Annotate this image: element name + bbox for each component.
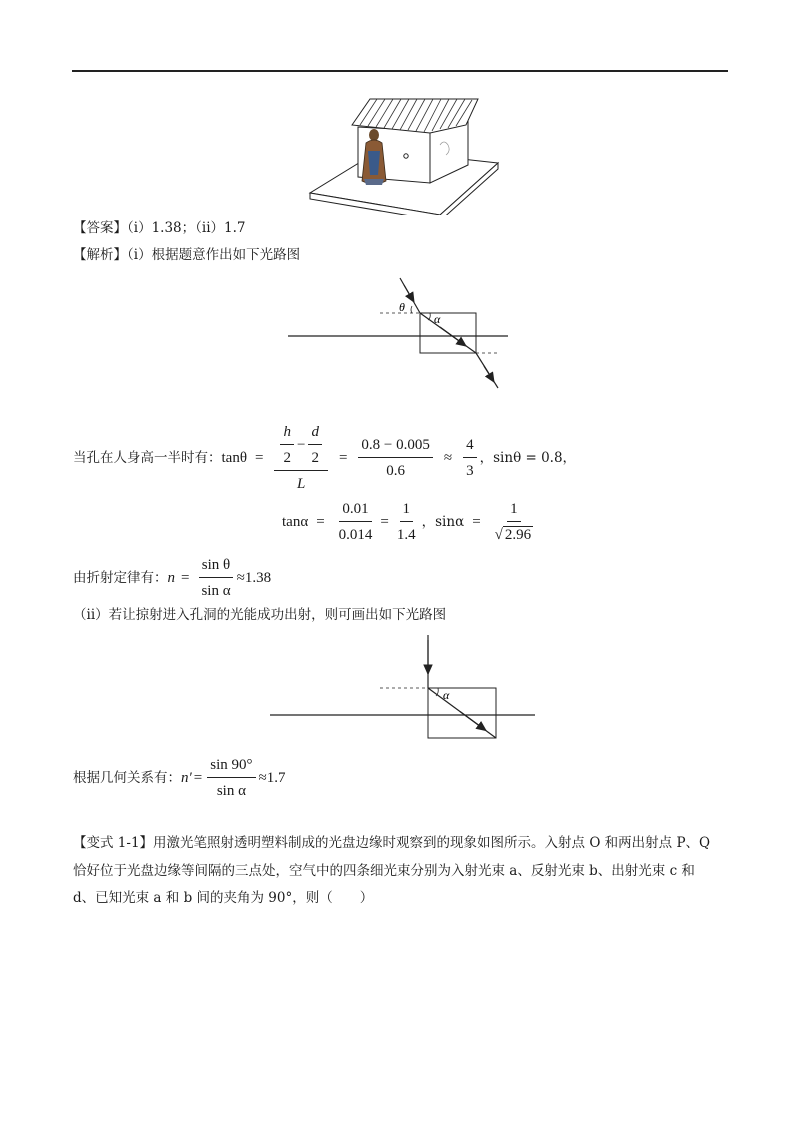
variant-line-2: 恰好位于光盘边缘等间隔的三点处，空气中的四条细光束分别为入射光束 a、反射光束 b、出射光束 c 和 xyxy=(73,863,695,879)
eq1-equals-2: = xyxy=(338,450,348,466)
eq1-equals: = xyxy=(255,450,264,466)
eq3-prefix: 由折射定律有： xyxy=(73,570,168,586)
sqrt-symbol: √ 2.96 xyxy=(494,527,532,543)
equation-4: 根据几何关系有： n′ = $\frac{\sin 90^\circ}{\text{sin α}}$ ≈1.7 xyxy=(73,757,286,799)
equation-3: 由折射定律有： n = $\frac{\text{sin θ}}{\text{sin α}}$ ≈1.38 xyxy=(73,557,272,599)
header-rule xyxy=(72,70,728,72)
eq1-sin-theta: ，sinθ = 0.8， xyxy=(479,450,577,466)
eq4-n-prime: n′ xyxy=(181,770,192,786)
equation-1 xyxy=(73,423,576,493)
answer-text: （i）1.38；（ii）1.7 xyxy=(127,220,246,236)
eq1-frac-numeric: $\frac{0.8 - 0.005}{0.6}$ xyxy=(358,436,432,480)
incident-arrow xyxy=(404,285,414,302)
d-over-2: $\frac{d}{2}$ xyxy=(308,423,322,467)
eq3-result: ≈1.38 xyxy=(236,570,272,586)
alpha-label: α xyxy=(434,312,441,326)
refracted-arrow xyxy=(460,712,486,731)
analysis-line xyxy=(73,246,300,264)
part1-intro: （i）根据题意作出如下光路图 xyxy=(127,247,301,263)
eq1-prefix: 当孔在人身高一半时有： xyxy=(73,450,222,466)
eq2-frac-1-sqrt: $\frac{1}{√ 2.96}$ xyxy=(494,501,532,543)
eq1-tan-theta: tanθ xyxy=(221,450,248,466)
exit-arrow xyxy=(484,366,494,382)
part2-intro: （ii）若让掠射进入孔洞的光能成功出射，则可画出如下光路图 xyxy=(73,607,447,623)
light-path-diagram-2 xyxy=(260,630,550,745)
eq4-result: ≈1.7 xyxy=(258,770,286,786)
eq3-n: n xyxy=(167,570,175,586)
eq1-frac-4-3: $\frac{4}{3}$ xyxy=(463,436,477,480)
answer-label: 【答案】 xyxy=(73,220,127,236)
eq2-frac-001-0014: $\frac{0.01}{0.014}$ xyxy=(338,501,373,543)
eq1-frac-h-d-over-L: $\frac{h}{2}$ − $\frac{d}{2}$ L xyxy=(274,423,327,493)
analysis-label: 【解析】 xyxy=(73,247,127,263)
light-path-diagram-1 xyxy=(280,270,520,395)
answer-line xyxy=(73,219,245,237)
eq2-frac-1-14: $\frac{1}{1.4}$ xyxy=(396,501,416,543)
variant-label: 【变式 1-1】 xyxy=(73,835,154,851)
theta-label: θ xyxy=(399,300,405,314)
alpha-label: α xyxy=(443,688,450,702)
eq1-approx: ≈ xyxy=(443,450,453,466)
variant-line-1: 【变式 1-1】用激光笔照射透明塑料制成的光盘边缘时观察到的现象如图所示。入射点 O 和两出射点 P、Q xyxy=(73,835,711,851)
variant-line-3: d、已知光束 a 和 b 间的夹角为 90°，则（ ） xyxy=(73,890,374,906)
eq2-tan-alpha: tanα xyxy=(282,514,309,530)
theta-arc xyxy=(411,306,412,313)
eq4-frac-sin: $\frac{\sin 90^\circ}{\text{sin α}}$ xyxy=(207,756,255,800)
house-illustration xyxy=(300,95,500,215)
eq4-prefix: 根据几何关系有： xyxy=(73,770,181,786)
eq3-frac-sin: $\frac{\text{sin θ}}{\text{sin α}}$ xyxy=(198,556,233,600)
h-over-2: $\frac{h}{2}$ xyxy=(280,423,294,467)
eq2-sin-alpha: ，sinα xyxy=(421,514,465,530)
equation-2: tanα = $\frac{0.01}{0.014}$ = $\frac{1}{1.4}$ ，sinα = $\frac{1}{√ 2.96}$ xyxy=(282,500,539,544)
